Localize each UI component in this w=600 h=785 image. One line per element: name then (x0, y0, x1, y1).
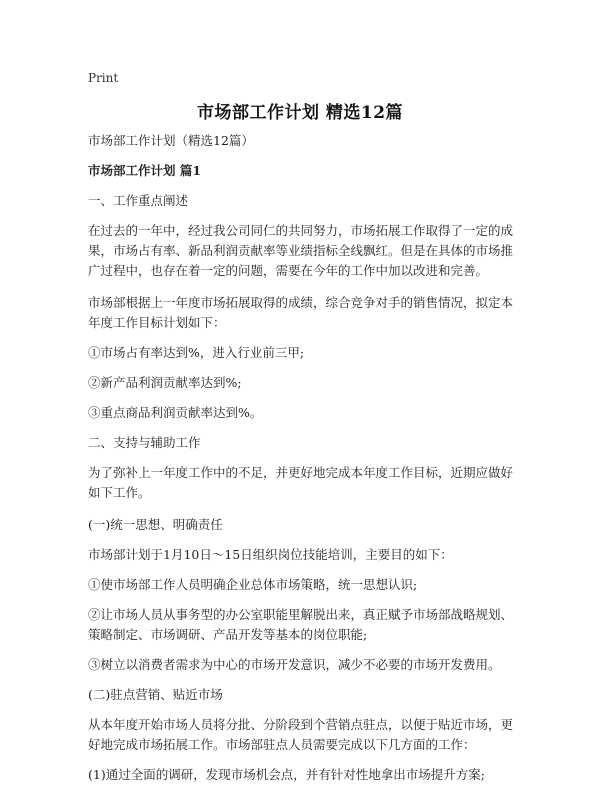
paragraph-2: 市场部根据上一年度市场拓展取得的成绩，综合竞争对手的销售情况，拟定本年度工作目标计划如下： (88, 295, 514, 330)
heading-4: (二)驻点营销、贴近市场 (88, 687, 223, 702)
heading-2: 二、支持与辅助工作 (88, 435, 201, 450)
print-label[interactable]: Print (88, 71, 119, 85)
goal-item-1: ①市场占有率达到%，进入行业前三甲; (88, 345, 305, 360)
paragraph-1: 在过去的一年中，经过我公司同仁的共同努力，市场拓展工作取得了一定的成果，市场占有率、新品利润贡献率等业绩指标全线飘红。但是在具体的市场推广过程中，也存在着一定的问题，需要在今年的工作中加以改进和完善。 (88, 223, 514, 278)
heading-3: (一)统一思想、明确责任 (88, 517, 223, 532)
paragraph-5: 从本年度开始市场人员将分批、分阶段到个营销点驻点，以便于贴近市场，更好地完成市场拓展工作。市场部驻点人员需要完成以下几方面的工作： (88, 717, 514, 752)
aim-item-2: ②让市场人员从事务型的办公室职能里解脱出来，真正赋予市场部战略规划、策略制定、市场调研、产品开发等基本的岗位职能; (88, 607, 514, 642)
paragraph-4: 市场部计划于1月10日～15日组织岗位技能培训，主要目的如下： (88, 547, 453, 562)
heading-1: 一、工作重点阐述 (88, 193, 189, 208)
document-body (88, 131, 520, 785)
page-title: 市场部工作计划 精选12篇 (196, 103, 404, 123)
task-item-1: (1)通过全面的调研，发现市场机会点，并有针对性地拿出市场提升方案; (88, 767, 485, 782)
aim-item-3: ③树立以消费者需求为中心的市场开发意识，减少不必要的市场开发费用。 (88, 657, 501, 672)
subtitle: 市场部工作计划（精选12篇） (88, 133, 254, 148)
paragraph-3: 为了弥补上一年度工作中的不足，并更好地完成本年度工作目标，近期应做好如下工作。 (88, 465, 514, 500)
goal-item-3: ③重点商品利润贡献率达到%。 (88, 405, 263, 420)
goal-item-2: ②新产品利润贡献率达到%; (88, 375, 242, 390)
section-title: 市场部工作计划 篇1 (88, 163, 202, 178)
aim-item-1: ①使市场部工作人员明确企业总体市场策略，统一思想认识; (88, 577, 418, 592)
